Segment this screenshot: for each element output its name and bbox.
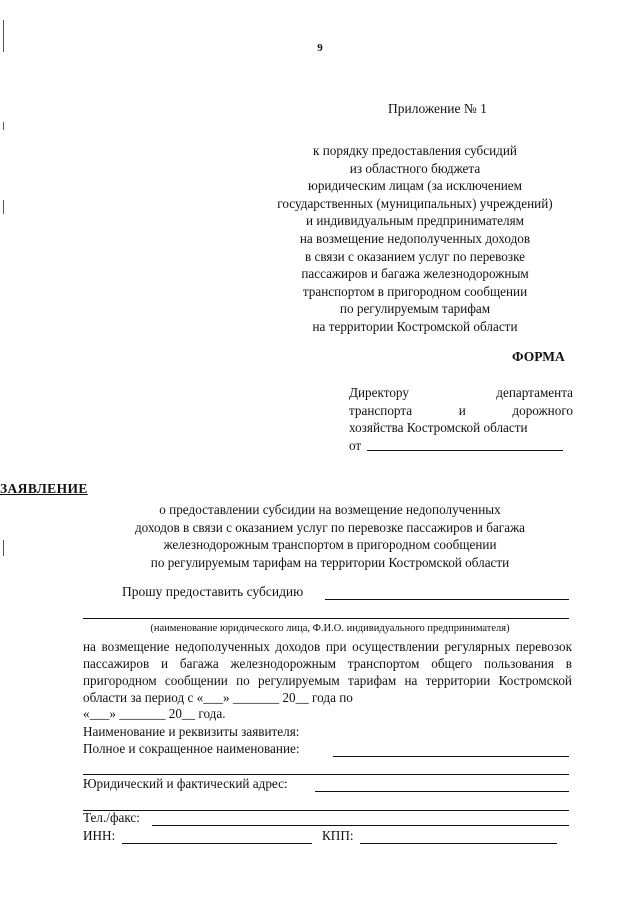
addressee-word: департамента xyxy=(496,385,573,400)
document-title-text: ЗАЯВЛЕНИЕ xyxy=(0,481,88,496)
appendix-line: юридическим лицам (за исключением xyxy=(307,178,523,194)
inn-label: ИНН: xyxy=(83,828,116,843)
request-label: Прошу предоставить субсидию xyxy=(122,584,304,599)
address-blank[interactable] xyxy=(315,791,569,792)
addressee-word: транспорта xyxy=(349,402,413,418)
applicant-name-blank[interactable] xyxy=(325,599,569,600)
addressee-block xyxy=(349,384,573,454)
addressee-word: и xyxy=(458,402,466,418)
addressee-line: хозяйства Костромской области xyxy=(349,420,528,435)
appendix-line: пассажиров и багажа железнодорожным xyxy=(301,266,529,282)
appendix-line: на возмещение недополученных доходов xyxy=(299,230,531,246)
address-label: Юридический и фактический адрес: xyxy=(83,776,288,791)
request-paragraph xyxy=(83,638,572,706)
from-blank[interactable] xyxy=(367,437,563,451)
field-hint: (наименование юридического лица, Ф.И.О. индивидуального предпринимателя) xyxy=(150,623,510,634)
addressee-from-label: от xyxy=(349,437,362,453)
addressee-word: дорожного xyxy=(512,402,573,418)
appendix-line: в связи с оказанием услуг по перевозке xyxy=(304,248,526,264)
subject-line: доходов в связи с оказанием услуг по перевозке пассажиров и багажа xyxy=(134,519,526,535)
document-title xyxy=(0,481,640,497)
scan-mark xyxy=(3,122,4,130)
document-subject xyxy=(80,501,580,571)
requisites-label: Наименование и реквизиты заявителя: xyxy=(83,724,300,739)
inn-blank[interactable] xyxy=(122,843,312,844)
period-end: «___» _______ 20__ года. xyxy=(83,706,226,721)
subject-line: по регулируемым тарифам на территории Костромской области xyxy=(150,554,510,570)
kpp-label: КПП: xyxy=(322,828,354,843)
subject-line: о предоставлении субсидии на возмещение недополученных xyxy=(159,502,501,517)
appendix-line: из областного бюджета xyxy=(349,160,481,176)
page-number: 9 xyxy=(317,42,323,54)
phone-label: Тел./факс: xyxy=(83,810,140,825)
appendix-line: транспортом в пригородном сообщении xyxy=(302,283,528,299)
appendix-line: и индивидуальным предпринимателям xyxy=(305,213,524,229)
addressee-word: Директору xyxy=(349,385,409,400)
form-label: ФОРМА xyxy=(512,349,565,364)
scan-mark xyxy=(3,540,4,556)
appendix-subtitle xyxy=(250,142,580,336)
scan-mark xyxy=(3,200,4,214)
full-name-label: Полное и сокращенное наименование: xyxy=(83,741,300,756)
full-name-blank-2[interactable] xyxy=(83,774,569,775)
appendix-line: по регулируемым тарифам xyxy=(339,301,491,317)
kpp-blank[interactable] xyxy=(360,843,557,844)
phone-blank[interactable] xyxy=(152,825,569,826)
applicant-name-blank-2[interactable] xyxy=(83,618,569,619)
appendix-line: к порядку предоставления субсидий xyxy=(313,143,517,158)
appendix-title: Приложение № 1 xyxy=(388,101,487,116)
full-name-blank[interactable] xyxy=(333,756,569,757)
subject-line: железнодорожным транспортом в пригородном сообщении xyxy=(163,537,497,553)
appendix-line: на территории Костромской области xyxy=(312,318,518,334)
paragraph-text: на возмещение недополученных доходов при осуществлении регулярных перевозок пассажиров и багажа железнодорожным транспортом общего пользования в пригородном сообщении по регулируемым тарифам на территории Костромской области за период с «___» _______ 20__ года по xyxy=(83,639,572,705)
appendix-line: государственных (муниципальных) учреждений) xyxy=(277,195,553,211)
